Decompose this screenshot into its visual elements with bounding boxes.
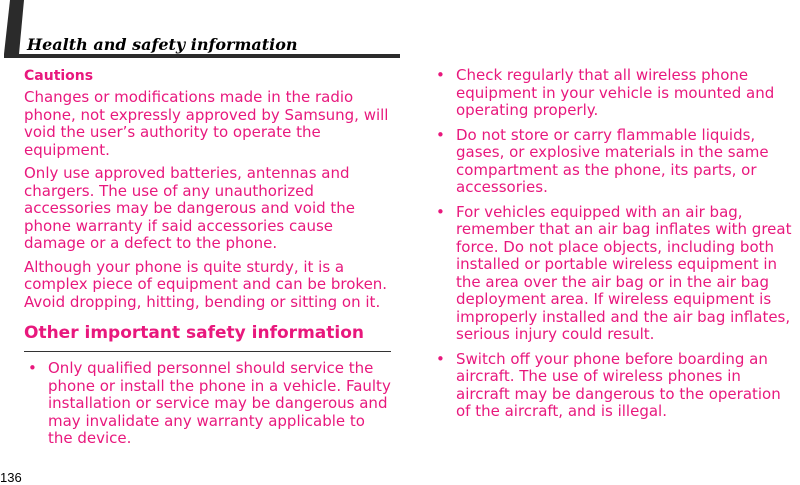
cautions-heading: Cautions xyxy=(24,68,94,84)
right-bullet-list xyxy=(432,67,798,421)
bullet-icon: • xyxy=(28,359,37,377)
list-item-text: For vehicles equipped with an air bag, remember that an air bag inflates with great force. Do not place objects, including both installed or portable wireless equipment in the area over the air bag or in the air bag deployment area. If wireless equipment is improperly installed and the air bag inflates, serious injury could result. xyxy=(456,202,792,343)
list-item xyxy=(432,127,798,197)
cautions-paragraph-2: Only use approved batteries, antennas and chargers. The use of any unauthorized accessories may be dangerous and void the phone warranty if said accessories cause damage or a defect to the phone. xyxy=(24,164,356,252)
left-column xyxy=(24,67,394,455)
list-item-text: Do not store or carry flammable liquids, gases, or explosive materials in the same compartment as the phone, its parts, or accessories. xyxy=(456,125,769,196)
left-bullet-list xyxy=(24,360,394,448)
list-item-text: Switch off your phone before boarding an aircraft. The use of wireless phones in aircraft may be dangerous to the operation of the aircraft, and is illegal. xyxy=(456,349,781,420)
header-bar-accent xyxy=(4,0,24,54)
section-heading: Other important safety information xyxy=(24,323,391,352)
list-item xyxy=(24,360,394,448)
list-item-text: Only qualified personnel should service the phone or install the phone in a vehicle. Faulty installation or service may be dangerous and may invalidate any warranty applicable to the device. xyxy=(48,359,391,447)
list-item xyxy=(432,351,798,421)
bullet-icon: • xyxy=(436,202,445,221)
bullet-icon: • xyxy=(436,66,445,84)
right-column xyxy=(432,67,798,428)
header-title: Health and safety information xyxy=(27,35,298,54)
bullet-icon: • xyxy=(436,349,445,368)
list-item xyxy=(432,204,798,344)
page-header xyxy=(0,0,400,60)
header-bar-line xyxy=(4,54,400,58)
cautions-paragraph-1: Changes or modifications made in the radio phone, not expressly approved by Samsung, will void the user’s authority to operate the equipment. xyxy=(24,88,389,159)
bullet-icon: • xyxy=(436,125,445,144)
list-item xyxy=(432,67,798,120)
list-item-text: Check regularly that all wireless phone equipment in your vehicle is mounted and operating properly. xyxy=(456,66,775,119)
cautions-paragraph-3: Although your phone is quite sturdy, it is a complex piece of equipment and can be broken. Avoid dropping, hitting, bending or sitting on it. xyxy=(24,257,388,311)
page-number: 136 xyxy=(0,470,22,485)
